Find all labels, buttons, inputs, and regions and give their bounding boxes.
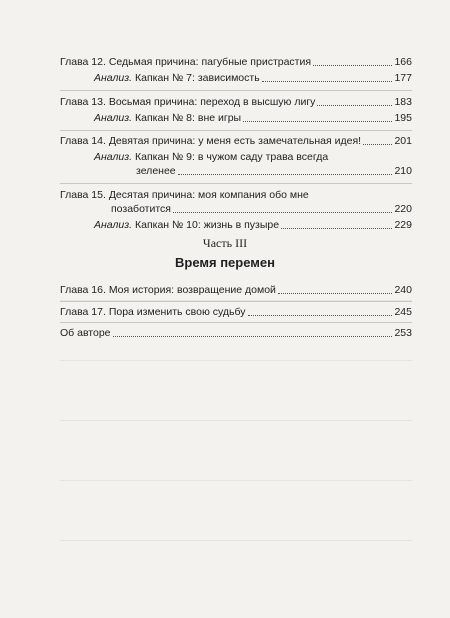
- dot-leader: [313, 65, 392, 66]
- page-number: 166: [394, 56, 412, 68]
- chapter-title: Восьмая причина: переход в высшую лигу: [108, 96, 316, 108]
- analysis-title-line1: Капкан № 9: в чужом саду трава всегда: [134, 151, 329, 163]
- show-through: [60, 360, 412, 361]
- page-number: 201: [394, 135, 412, 147]
- show-through: [60, 540, 412, 541]
- analysis-prefix: Анализ.: [94, 219, 133, 231]
- dot-leader: [317, 105, 392, 106]
- chapter-title: Моя история: возвращение домой: [108, 284, 276, 296]
- analysis-title-line2: зеленее: [136, 165, 176, 177]
- chapter-title-line1: Десятая причина: моя компания обо мне: [108, 189, 309, 201]
- show-through: [60, 420, 412, 421]
- chapter-number: Глава 12.: [60, 56, 106, 68]
- chapter-title: Девятая причина: у меня есть замечательная идея!: [108, 135, 362, 147]
- page-number: 220: [394, 203, 412, 215]
- chapter-number: Глава 14.: [60, 135, 106, 147]
- page-number: 229: [394, 219, 412, 231]
- separator: [60, 183, 412, 184]
- page-number: 245: [394, 306, 412, 318]
- toc-entry-chapter-12: [60, 55, 412, 69]
- separator: [60, 90, 412, 91]
- dot-leader: [248, 315, 393, 316]
- part-label: Часть III: [202, 236, 248, 250]
- analysis-prefix: Анализ.: [94, 151, 133, 163]
- page-number: 210: [394, 165, 412, 177]
- page-number: 253: [394, 327, 412, 339]
- analysis-title: Капкан № 7: зависимость: [134, 72, 260, 84]
- toc-entry-analysis-8: [60, 111, 412, 125]
- separator: [60, 130, 412, 131]
- analysis-title: Капкан № 10: жизнь в пузыре: [134, 219, 280, 231]
- analysis-title: Капкан № 8: вне игры: [134, 112, 242, 124]
- chapter-number: Глава 15.: [60, 189, 106, 201]
- page-number: 177: [394, 72, 412, 84]
- toc-entry-analysis-7: [60, 71, 412, 85]
- analysis-prefix: Анализ.: [94, 112, 133, 124]
- toc-entry-about-author: [60, 326, 412, 340]
- page-number: 195: [394, 112, 412, 124]
- chapter-number: Глава 16.: [60, 284, 106, 296]
- dot-leader: [113, 336, 393, 337]
- about-title: Об авторе: [60, 327, 111, 339]
- separator: [60, 322, 412, 323]
- part-title: Время перемен: [175, 255, 275, 270]
- chapter-number: Глава 13.: [60, 96, 106, 108]
- toc-entry-chapter-15: [60, 188, 412, 216]
- toc-entry-chapter-17: [60, 305, 412, 319]
- toc-entry-chapter-16: [60, 283, 412, 297]
- dot-leader: [243, 121, 392, 122]
- toc-entry-analysis-10: [60, 218, 412, 232]
- page-number: 240: [394, 284, 412, 296]
- chapter-title: Пора изменить свою судьбу: [108, 306, 246, 318]
- toc-entry-chapter-13: [60, 95, 412, 109]
- page-number: 183: [394, 96, 412, 108]
- toc-entry-analysis-9: [60, 150, 412, 178]
- show-through: [60, 480, 412, 481]
- chapter-number: Глава 17.: [60, 306, 106, 318]
- separator: [60, 301, 412, 302]
- toc-entry-chapter-14: [60, 134, 412, 148]
- chapter-title-line2: позаботится: [111, 203, 171, 215]
- dot-leader: [173, 212, 392, 213]
- dot-leader: [281, 228, 392, 229]
- dot-leader: [278, 293, 393, 294]
- analysis-prefix: Анализ.: [94, 72, 133, 84]
- dot-leader: [262, 81, 393, 82]
- chapter-title: Седьмая причина: пагубные пристрастия: [108, 56, 312, 68]
- dot-leader: [363, 144, 392, 145]
- dot-leader: [178, 174, 393, 175]
